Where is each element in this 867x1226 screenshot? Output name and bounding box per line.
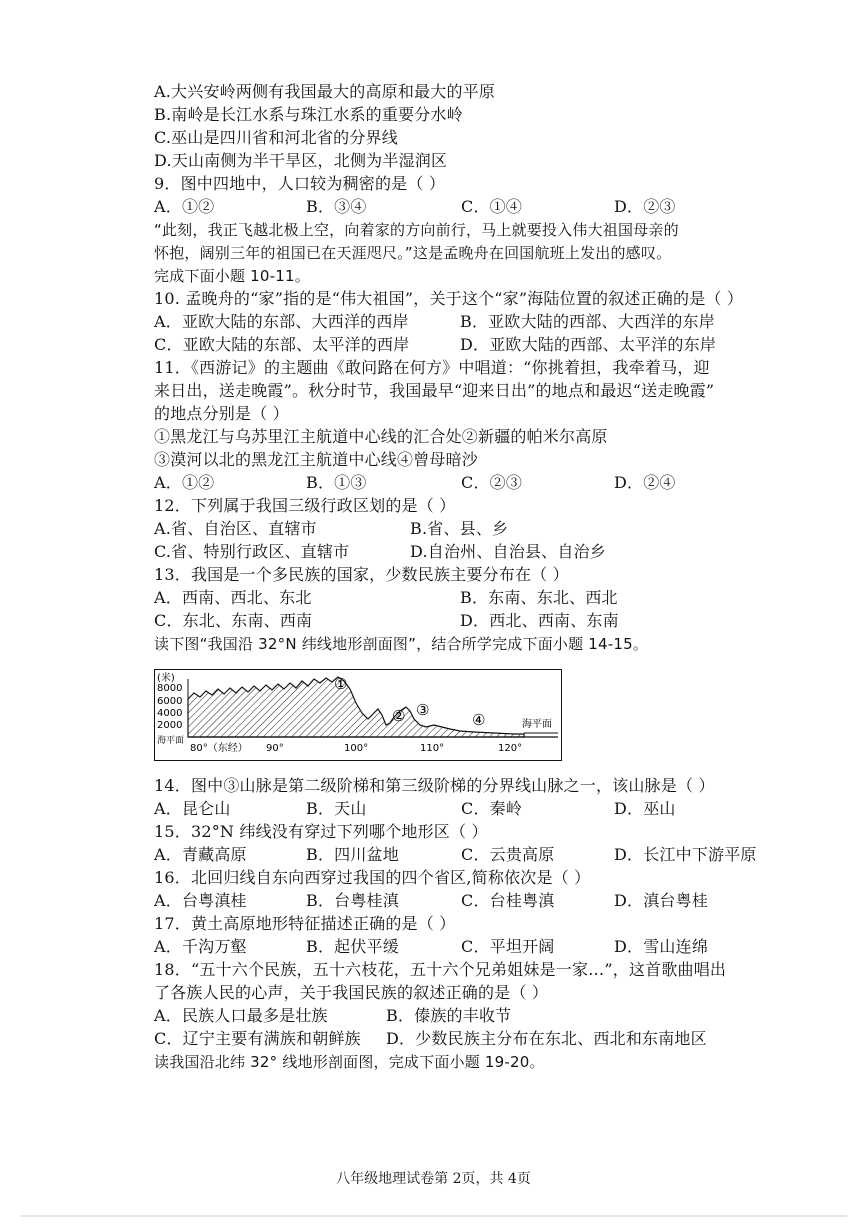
q16-option-a: A．台粤滇桂 [154,891,247,910]
sea-level-label-left: 海平面 [157,736,185,746]
q13-option-b: B．东南、东北、西北 [460,588,618,607]
q17-option-d: D．雪山连绵 [614,937,709,956]
q18-stem-1: 18．“五十六个民族，五十六枝花，五十六个兄弟姐妹是一家…”，这首歌曲唱出 [154,960,727,979]
q11-option-b: B．①③ [306,473,367,492]
marker-1: ① [334,675,348,693]
q10-option-d: D．亚欧大陆的西部、太平洋的东岸 [460,335,717,354]
q17-option-b: B．起伏平缓 [306,937,399,956]
q16-option-c: C．台桂粤滇 [461,891,555,910]
q18-option-d: D．少数民族主分布在东北、西北和东南地区 [386,1029,707,1048]
q8-option-a: A.大兴安岭两侧有我国最大的高原和最大的平原 [154,82,496,101]
y-tick-label: 8000 [157,683,183,694]
q15-option-d: D．长江中下游平原 [614,845,757,864]
q12-option-c: C.省、特别行政区、直辖市 [154,542,350,561]
q11-stem-2: 来日出，送走晚霞”。秋分时节，我国最早“迎来日出”的地点和最迟“送走晚霞” [154,381,715,400]
page-footer: 八年级地理试卷第 2页，共 4页 [336,1171,531,1187]
q11-choices-2: ③漠河以北的黑龙江主航道中心线④曾母暗沙 [154,450,479,469]
q16-option-d: D．滇台粤桂 [614,891,709,910]
marker-2: ② [392,707,406,725]
q15-option-a: A．青藏高原 [154,845,247,864]
sea-level-label-right: 海平面 [522,719,552,730]
q14-option-a: A．昆仑山 [154,799,231,818]
q11-choices-1: ①黑龙江与乌苏里江主航道中心线的汇合处②新疆的帕米尔高原 [154,427,608,446]
y-tick-label: 2000 [157,720,183,731]
q19-20-intro: 读我国沿北纬 32° 线地形剖面图，完成下面小题 19-20。 [154,1053,545,1071]
q9-option-a: A．①② [154,197,215,216]
q13-option-a: A．西南、西北、东北 [154,588,312,607]
q11-option-c: C．②③ [461,473,523,492]
marker-3: ③ [416,701,430,719]
q8-option-b: B.南岭是长江水系与珠江水系的重要分水岭 [154,105,463,124]
q16-option-b: B．台粤桂滇 [306,891,399,910]
q18-option-a: A．民族人口最多是壮族 [154,1006,328,1025]
q17-option-c: C．平坦开阔 [461,937,555,956]
q11-option-d: D．②④ [614,473,676,492]
q14-option-c: C．秦岭 [461,799,523,818]
q14-stem: 14．图中③山脉是第二级阶梯和第三级阶梯的分界线山脉之一，该山脉是（ ） [154,776,715,795]
x-tick-label: 110° [420,743,445,754]
q9-option-d: D．②③ [614,197,676,216]
q15-option-c: C．云贵高原 [461,845,555,864]
q18-option-c: C．辽宁主要有满族和朝鲜族 [154,1029,361,1048]
q11-stem-3: 的地点分别是（ ） [154,404,289,423]
q16-stem: 16．北回归线自东向西穿过我国的四个省区,简称依次是（ ） [154,868,591,887]
q11-stem-1: 11．《西游记》的主题曲《敢问路在何方》中唱道：“你挑着担，我牵着马，迎 [154,358,710,377]
q9-option-c: C．①④ [461,197,523,216]
passage-line-1: “此刻，我正飞越北极上空，向着家的方向前行，马上就要投入伟大祖国母亲的 [154,221,679,239]
q14-option-b: B．天山 [306,799,367,818]
passage-line-3: 完成下面小题 10-11。 [154,267,310,285]
q11-option-a: A．①② [154,473,215,492]
q14-15-intro: 读下图“我国沿 32°N 纬线地形剖面图”，结合所学完成下面小题 14-15。 [154,635,649,653]
q17-stem: 17．黄土高原地形特征描述正确的是（ ） [154,914,456,933]
passage-line-2: 怀抱，阔别三年的祖国已在天涯咫尺。”这是孟晚舟在回国航班上发出的感叹。 [154,244,672,262]
q18-option-b: B．傣族的丰收节 [386,1006,512,1025]
q12-option-b: B.省、县、乡 [410,519,509,538]
y-tick-label: 6000 [157,696,183,707]
q14-option-d: D．巫山 [614,799,676,818]
page-bottom-divider [20,1215,847,1217]
q10-stem: 10. 孟晚舟的“家”指的是“伟大祖国”，关于这个“家”海陆位置的叙述正确的是（ ） [154,289,744,308]
q17-option-a: A．千沟万壑 [154,937,247,956]
q15-option-b: B．四川盆地 [306,845,399,864]
y-axis-unit: (米) [157,673,175,684]
x-tick-label: 80°（东经） [190,743,248,754]
terrain-profile-figure [154,669,562,761]
q12-option-a: A.省、自治区、直辖市 [154,519,317,538]
x-tick-label: 100° [344,743,369,754]
q12-option-d: D.自治州、自治县、自治乡 [410,542,606,561]
q15-stem: 15．32°N 纬线没有穿过下列哪个地形区（ ） [154,822,488,841]
q12-stem: 12．下列属于我国三级行政区划的是（ ） [154,496,456,515]
x-tick-label: 120° [498,743,523,754]
q8-option-d: D.天山南侧为半干旱区，北侧为半湿润区 [154,151,448,170]
q13-stem: 13．我国是一个多民族的国家，少数民族主要分布在（ ） [154,565,569,584]
q13-option-d: D．西北、西南、东南 [460,611,619,630]
q9-stem: 9．图中四地中，人口较为稠密的是（ ） [154,174,446,193]
q13-option-c: C．东北、东南、西南 [154,611,313,630]
q9-option-b: B．③④ [306,197,367,216]
y-tick-label: 4000 [157,708,183,719]
q10-option-a: A．亚欧大陆的东部、大西洋的西岸 [154,312,409,331]
q18-stem-2: 了各族人民的心声，关于我国民族的叙述正确的是（ ） [154,983,549,1002]
q8-option-c: C.巫山是四川省和河北省的分界线 [154,128,398,147]
marker-4: ④ [472,711,486,729]
x-tick-label: 90° [266,743,284,754]
q10-option-b: B．亚欧大陆的西部、大西洋的东岸 [460,312,715,331]
q10-option-c: C．亚欧大陆的东部、太平洋的西岸 [154,335,410,354]
